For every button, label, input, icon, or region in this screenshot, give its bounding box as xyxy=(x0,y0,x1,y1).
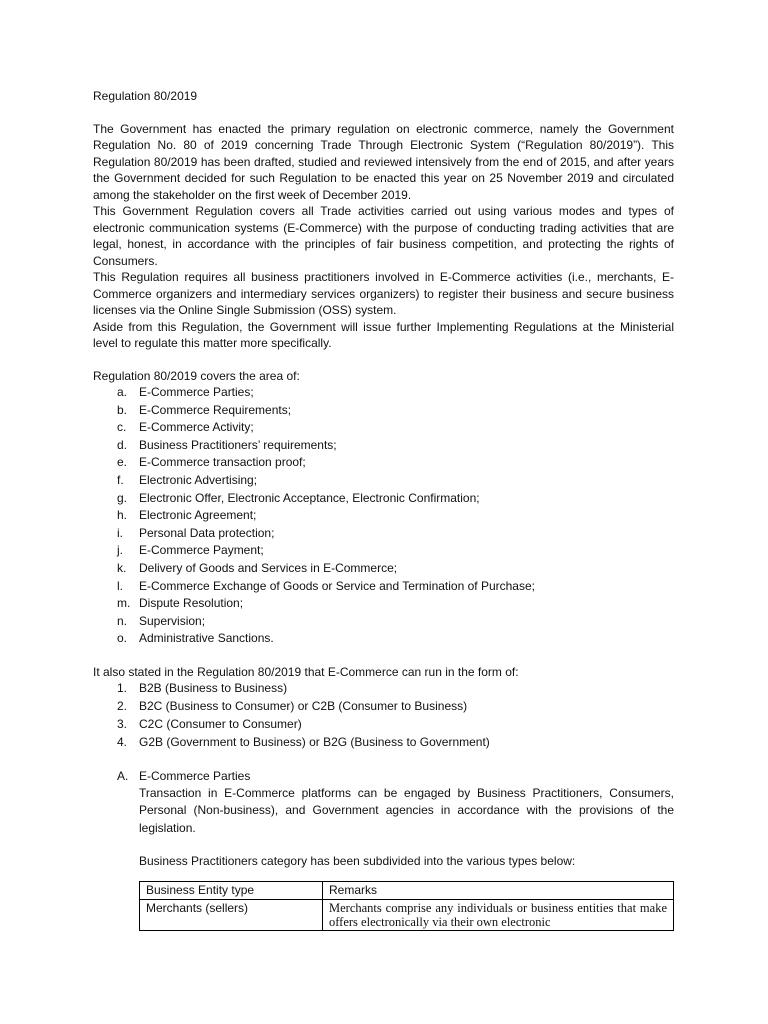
table-header-cell: Business Entity type xyxy=(140,881,323,899)
list-item: c. E-Commerce Activity; xyxy=(117,420,254,435)
list-item: e. E-Commerce transaction proof; xyxy=(117,455,306,470)
list-item: h. Electronic Agreement; xyxy=(117,508,257,523)
list-item: 2. B2C (Business to Consumer) or C2B (Consumer to Business) xyxy=(117,699,468,714)
table-row xyxy=(140,899,674,930)
covers-list xyxy=(93,384,674,648)
list-item: 1. B2B (Business to Business) xyxy=(117,681,288,696)
spacer xyxy=(93,648,674,664)
spacer xyxy=(93,871,674,881)
table-header-row xyxy=(140,881,674,899)
forms-list xyxy=(93,680,674,751)
document-page xyxy=(93,88,674,931)
paragraph: This Regulation requires all business practitioners involved in E-Commerce activities (i.e., merchants, E-Commerce organizers and intermediary services organizers) to register their business and secure business licenses via the Online Single Submission (OSS) system. xyxy=(93,270,674,317)
list-item: d. Business Practitioners’ requirements; xyxy=(117,437,337,452)
spacer xyxy=(93,837,674,853)
spacer xyxy=(93,352,674,368)
section-heading: A. E-Commerce Parties xyxy=(117,768,251,783)
table-intro: Business Practitioners category has been subdivided into the various types below: xyxy=(139,854,576,869)
list-item: o. Administrative Sanctions. xyxy=(117,631,274,646)
table-cell: Merchants comprise any individuals or business entities that make offers electronically via their own electronic xyxy=(323,899,674,930)
paragraph: The Government has enacted the primary regulation on electronic commerce, namely the Government Regulation No. 80 of 2019 concerning Trade Through Electronic System (“Regulation 80/2019”). This Regulation 80/2019 has been drafted, studied and reviewed intensively from the end of 2015, and after years the Government decided for such Regulation to be enacted this year on 25 November 2019 and circulated among the stakeholder on the first week of December 2019. xyxy=(93,121,674,202)
list-item: n. Supervision; xyxy=(117,613,206,628)
list-item: 3. C2C (Consumer to Consumer) xyxy=(117,717,302,731)
forms-intro: It also stated in the Regulation 80/2019 that E-Commerce can run in the form of: xyxy=(93,664,519,679)
document-title: Regulation 80/2019 xyxy=(93,89,198,103)
business-entity-table xyxy=(139,881,674,931)
list-item: j. E-Commerce Payment; xyxy=(117,543,264,558)
table-cell: Merchants (sellers) xyxy=(140,899,323,930)
list-item: a. E-Commerce Parties; xyxy=(117,385,254,399)
list-item: i. Personal Data protection; xyxy=(117,525,275,540)
list-item: m. Dispute Resolution; xyxy=(117,596,244,611)
list-item: l. E-Commerce Exchange of Goods or Service and Termination of Purchase; xyxy=(117,578,535,593)
list-item: f. Electronic Advertising; xyxy=(117,472,258,487)
list-item: b. E-Commerce Requirements; xyxy=(117,402,292,417)
list-item: k. Delivery of Goods and Services in E-Commerce; xyxy=(117,560,398,575)
covers-intro: Regulation 80/2019 covers the area of: xyxy=(93,368,300,383)
list-item: 4. G2B (Government to Business) or B2G (Business to Government) xyxy=(117,734,490,749)
paragraph: Aside from this Regulation, the Government will issue further Implementing Regulations at the Ministerial level to regulate this matter more specifically. xyxy=(93,319,674,350)
table-header-cell: Remarks xyxy=(323,881,674,899)
list-item: g. Electronic Offer, Electronic Acceptance, Electronic Confirmation; xyxy=(117,490,480,505)
section-body: Transaction in E-Commerce platforms can be engaged by Business Practitioners, Consumers, Personal (Non-business), and Government agencies in accordance with the provisions of the legislation. xyxy=(139,785,674,835)
spacer xyxy=(93,752,674,768)
paragraph: This Government Regulation covers all Trade activities carried out using various modes and types of electronic communication systems (E-Commerce) with the purpose of conducting trading activities that are legal, honest, in accordance with the principles of fair business competition, and protecting the rights of Consumers. xyxy=(93,204,674,268)
